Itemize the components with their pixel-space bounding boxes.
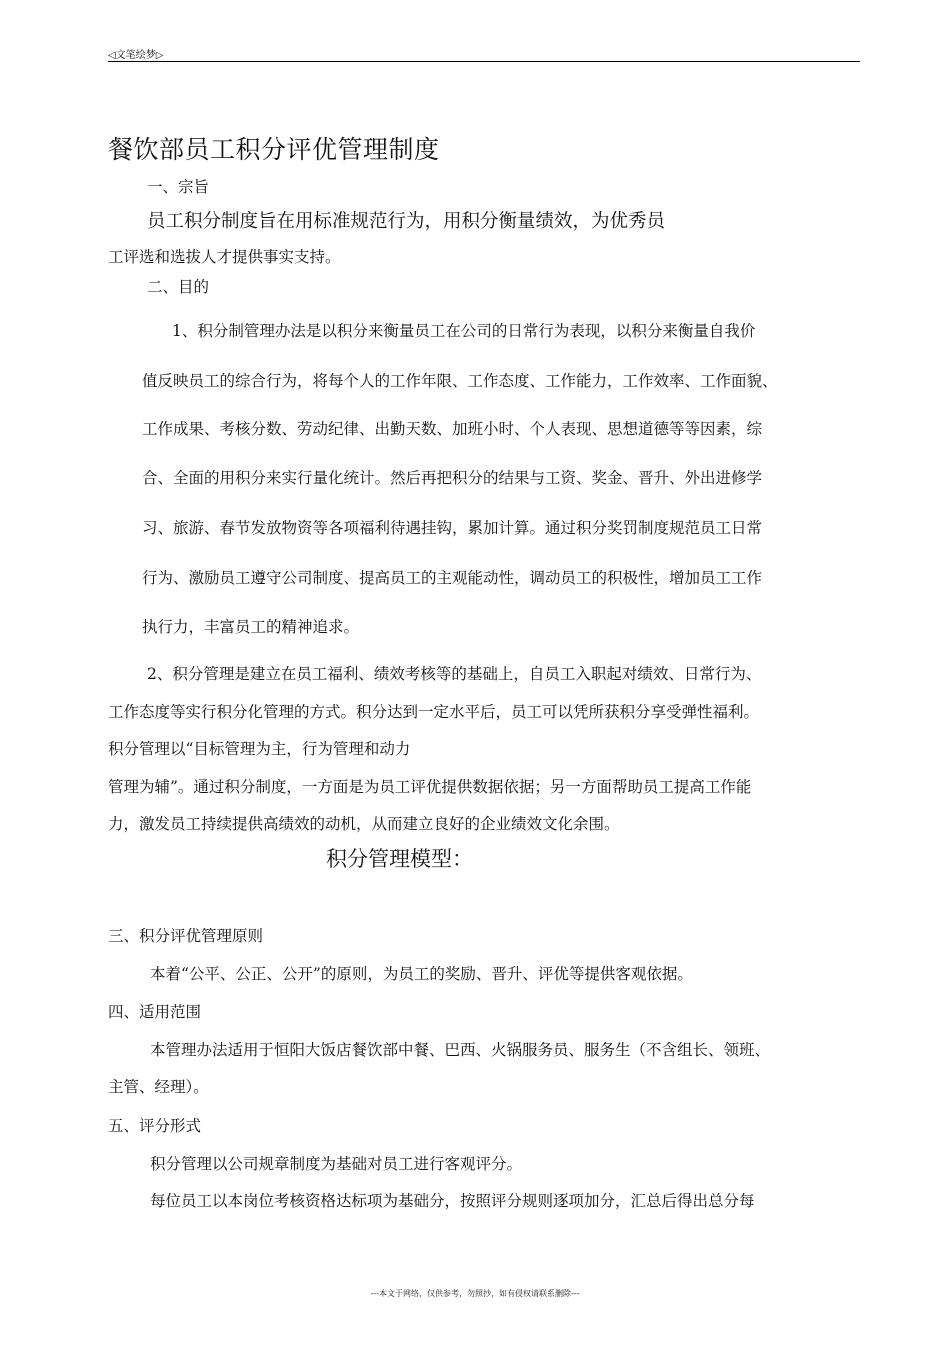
section-4-line-1: 本管理办法适用于恒阳大饭店餐饮部中餐、巴西、火锅服务员、服务生（不含组长、领班、 bbox=[150, 1041, 771, 1059]
section-5-line-1: 积分管理以公司规章制度为基础对员工进行客观评分。 bbox=[150, 1155, 523, 1173]
paragraph-2-line: 力，激发员工持续提供高绩效的动机，从而建立良好的企业绩效文化余围。 bbox=[108, 815, 620, 833]
paragraph-2-line: 积分管理以“目标管理为主，行为管理和动力 bbox=[108, 740, 411, 758]
section-5-line-2: 每位员工以本岗位考核资格达标项为基础分，按照评分规则逐项加分，汇总后得出总分每 bbox=[150, 1192, 755, 1210]
paragraph-1-line: 工作成果、考核分数、劳动纪律、出勤天数、加班小时、个人表现、思想道德等等因素，综 bbox=[142, 420, 763, 438]
paragraph-1-line: 值反映员工的综合行为，将每个人的工作年限、工作态度、工作能力，工作效率、工作面貌、 bbox=[142, 372, 778, 390]
section-4-heading: 四、适用范围 bbox=[108, 1003, 202, 1021]
section-1-heading: 一、宗旨 bbox=[147, 178, 210, 196]
section-3-heading: 三、积分评优管理原则 bbox=[108, 927, 264, 945]
footer-disclaimer: ---本文于网络，仅供参考，勿照抄，如有侵权请联系删除--- bbox=[370, 1289, 580, 1298]
section-3-text: 本着“公平、公正、公开”的原则，为员工的奖励、晋升、评优等提供客观依据。 bbox=[150, 965, 693, 983]
paragraph-1-line: 1、积分制管理办法是以积分来衡量员工在公司的日常行为表现，以积分来衡量自我价 bbox=[172, 322, 756, 340]
paragraph-2-line: 2、积分管理是建立在员工福利、绩效考核等的基础上，自员工入职起对绩效、日常行为、 bbox=[147, 665, 762, 683]
section-2-heading: 二、目的 bbox=[147, 278, 210, 296]
paragraph-1-line: 行为、激励员工遵守公司制度、提高员工的主观能动性，调动员工的积极性，增加员工工作 bbox=[142, 569, 763, 587]
paragraph-2-line: 工作态度等实行积分化管理的方式。积分达到一定水平后，员工可以凭所获积分享受弹性福利。 bbox=[108, 703, 760, 721]
header-mark: ◁文笔绘梦▷ bbox=[108, 50, 164, 61]
section-1-line-2: 工评选和选拔人才提供事实支持。 bbox=[108, 248, 341, 266]
section-1-line-1: 员工积分制度旨在用标准规范行为，用积分衡量绩效，为优秀员 bbox=[147, 211, 666, 232]
header-rule bbox=[108, 61, 860, 62]
paragraph-1-line: 习、旅游、春节发放物资等各项福利待遇挂钩，累加计算。通过积分奖罚制度规范员工日常 bbox=[142, 519, 763, 537]
model-heading: 积分管理模型： bbox=[326, 847, 473, 871]
document-title: 餐饮部员工积分评优管理制度 bbox=[108, 135, 440, 164]
section-4-line-2: 主管、经理）。 bbox=[108, 1078, 209, 1096]
section-5-heading: 五、评分形式 bbox=[108, 1117, 202, 1135]
paragraph-2-line: 管理为辅”。通过积分制度，一方面是为员工评优提供数据依据；另一方面帮助员工提高工作能 bbox=[108, 778, 752, 796]
paragraph-1-line: 执行力，丰富员工的精神追求。 bbox=[142, 618, 360, 636]
paragraph-1-line: 合、全面的用积分来实行量化统计。然后再把积分的结果与工资、奖金、晋升、外出进修学 bbox=[142, 469, 763, 487]
